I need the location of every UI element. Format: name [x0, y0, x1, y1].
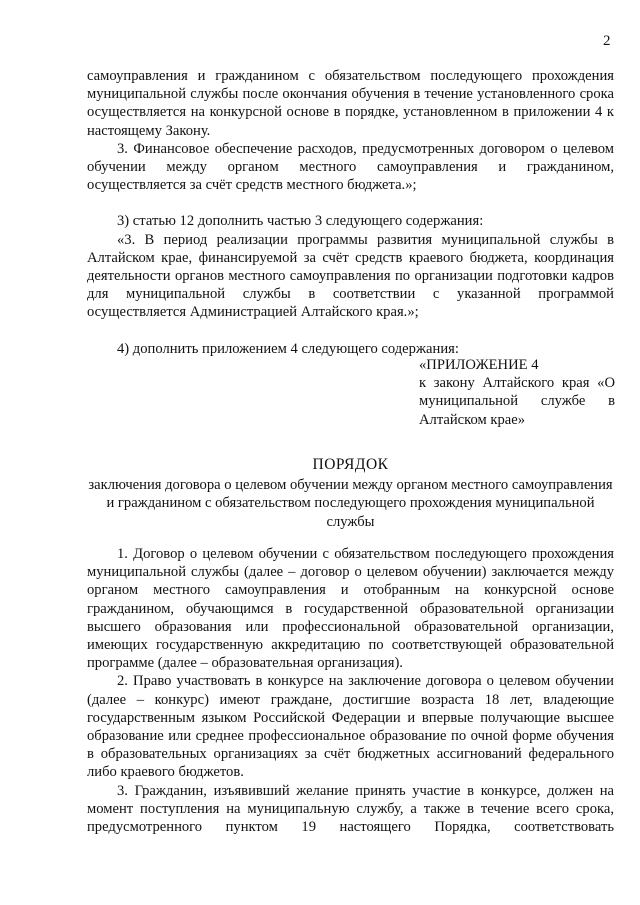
order-subtitle: заключения договора о целевом обучении между органом местного самоуправления и гражданином с обязательством последующего прохождения муниципальной службы — [88, 477, 613, 530]
law-text-upper — [87, 67, 614, 358]
amendment-3-text: «3. В период реализации программы развития муниципальной службы в Алтайском крае, финансируемой за счёт средств краевого бюджета, координация деятельности органов местного самоуправления по организации подготовки кадров для муниципальной службы в соответствии с указанной программой осуществляется Администрацией Алтайского края.»; — [87, 231, 614, 321]
appendix-label: «ПРИЛОЖЕНИЕ 4 — [419, 357, 539, 373]
appendix-law-reference: к закону Алтайского края «О муниципальной службе в Алтайском крае» — [419, 375, 615, 428]
paragraph: 3. Финансовое обеспечение расходов, предусмотренных договором о целевом обучении между органом местного самоуправления и гражданином, осуществляется за счёт средств местного бюджета.»; — [87, 140, 614, 194]
order-title — [87, 456, 614, 531]
order-body — [87, 545, 614, 836]
order-item: 2. Право участвовать в конкурсе на заключение договора о целевом обучении (далее – конкурс) имеют граждане, достигшие возраста 18 лет, владеющие государственным языком Российской Федерации и впервые получающие высшее образование или среднее профессиональное образование по очной форме обучения в образовательных организациях за счёт бюджетных ассигнований федерального либо краевого бюджетов. — [87, 673, 614, 781]
paragraph: самоуправления и гражданином с обязательством последующего прохождения муниципальной службы после окончания обучения в течение установленного срока осуществляется на конкурсной основе в порядке, установленном в приложении 4 к настоящему Закону. — [87, 68, 614, 139]
page-number: 2 — [603, 33, 611, 49]
appendix-header — [419, 356, 615, 429]
order-item: 3. Гражданин, изъявивший желание принять участие в конкурсе, должен на момент поступления на муниципальную службу, а также в течение всего срока, предусмотренного пунктом 19 настоящего Порядка, соответствовать — [87, 782, 614, 836]
order-item: 1. Договор о целевом обучении с обязательством последующего прохождения муниципальной службы (далее – договор о целевом обучении) заключается между органом местного самоуправления и отобранным на конкурсной основе гражданином, обучающимся в государственной образовательной организации высшего образования или профессиональной образовательной организации, имеющих государственную аккредитацию по соответствующей образовательной программе (далее – образовательная организация). — [87, 546, 614, 672]
amendment-3-intro: 3) статью 12 дополнить частью 3 следующего содержания: — [117, 213, 484, 230]
order-heading: ПОРЯДОК — [312, 456, 389, 473]
amendment-4-intro: 4) дополнить приложением 4 следующего содержания: — [117, 340, 459, 357]
